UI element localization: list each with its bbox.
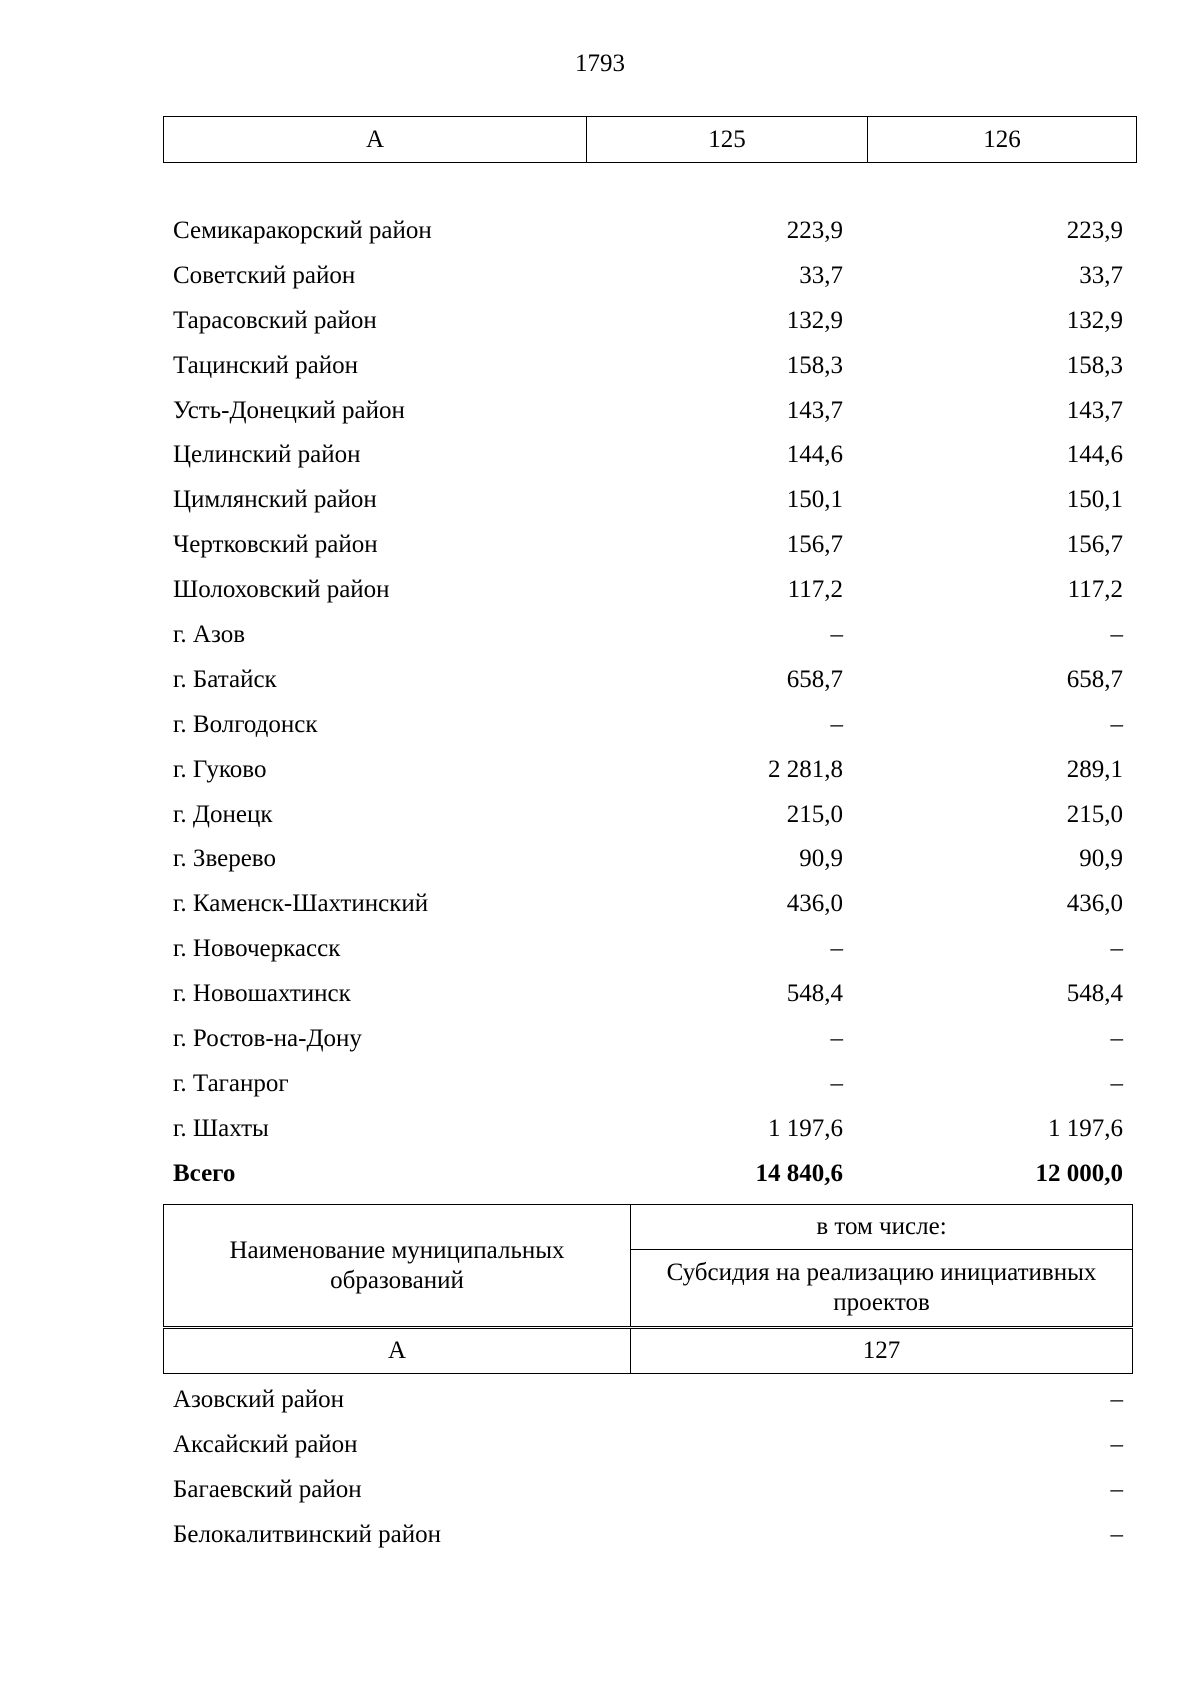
- row-value-127: –: [1110, 1430, 1123, 1458]
- row-value-126: –: [1110, 621, 1123, 649]
- row-value-125: 132,9: [786, 306, 843, 334]
- row-value-125: 144,6: [786, 441, 843, 469]
- row-value-126: 150,1: [1066, 486, 1123, 514]
- header-col-126: 126: [868, 117, 1137, 163]
- row-value-126: 548,4: [1066, 980, 1123, 1008]
- table-row: [173, 1423, 1123, 1468]
- row-name: Усть-Донецкий район: [173, 396, 405, 424]
- row-name: Багаевский район: [173, 1475, 362, 1503]
- row-value-127: –: [1110, 1475, 1123, 1503]
- table-row: [173, 1062, 1123, 1107]
- row-value-126: 156,7: [1066, 531, 1123, 559]
- header-subsidy: Субсидия на реализацию инициативных проектов: [631, 1250, 1133, 1328]
- row-name: Белокалитвинский район: [173, 1520, 441, 1548]
- row-value-126: –: [1110, 710, 1123, 738]
- table-row: [173, 972, 1123, 1017]
- row-value-126: 90,9: [1079, 845, 1123, 873]
- table-row: [173, 748, 1123, 793]
- data-rows-2: [173, 1378, 1123, 1558]
- row-value-126: 144,6: [1066, 441, 1123, 469]
- data-rows: [173, 209, 1123, 1197]
- table-row: [173, 703, 1123, 748]
- total-value-125: 14 840,6: [755, 1159, 843, 1187]
- row-value-126: 658,7: [1066, 665, 1123, 693]
- row-value-125: 223,9: [786, 217, 843, 244]
- table-row: [173, 882, 1123, 927]
- row-name: Чертковский район: [173, 531, 378, 559]
- header-name-col: Наименование муниципальных образований: [164, 1205, 631, 1328]
- row-value-125: –: [830, 621, 843, 649]
- row-name: г. Батайск: [173, 665, 277, 693]
- row-value-125: 215,0: [786, 800, 843, 828]
- top-header-table: [163, 116, 1137, 163]
- table-row: [173, 613, 1123, 658]
- row-value-125: 2 281,8: [768, 755, 843, 783]
- row-value-125: 156,7: [786, 531, 843, 559]
- table-row: [173, 299, 1123, 344]
- table-row: [173, 1378, 1123, 1423]
- row-name: г. Шахты: [173, 1114, 269, 1142]
- row-name: Цимлянский район: [173, 486, 377, 514]
- row-value-125: –: [830, 1025, 843, 1053]
- table-row: [173, 209, 1123, 254]
- row-value-125: 158,3: [786, 351, 843, 379]
- row-value-126: 436,0: [1066, 890, 1123, 918]
- table-row: [173, 568, 1123, 613]
- table-row: [173, 1468, 1123, 1513]
- row-value-125: 117,2: [787, 576, 843, 604]
- row-name: Азовский район: [173, 1386, 345, 1413]
- table-row: [173, 1107, 1123, 1152]
- header2-col-127: 127: [631, 1328, 1133, 1374]
- row-value-125: –: [830, 935, 843, 963]
- table-row: [173, 523, 1123, 568]
- total-value-126: 12 000,0: [1035, 1159, 1123, 1187]
- row-name: г. Каменск-Шахтинский: [173, 890, 429, 918]
- table-row: [173, 389, 1123, 434]
- row-value-126: –: [1110, 935, 1123, 963]
- header-col-a: А: [164, 117, 587, 163]
- row-value-127: –: [1110, 1386, 1123, 1413]
- row-value-125: 150,1: [786, 486, 843, 514]
- row-value-126: 223,9: [1066, 217, 1123, 244]
- row-value-126: 215,0: [1066, 800, 1123, 828]
- row-name: Тацинский район: [173, 351, 358, 379]
- row-value-125: 548,4: [786, 980, 843, 1008]
- table-row: [173, 837, 1123, 882]
- row-value-127: –: [1110, 1520, 1123, 1548]
- row-value-126: 158,3: [1066, 351, 1123, 379]
- header-including: в том числе:: [631, 1205, 1133, 1250]
- row-value-125: 658,7: [786, 665, 843, 693]
- table-row: [173, 1017, 1123, 1062]
- row-value-125: 90,9: [799, 845, 843, 873]
- table-row: [173, 658, 1123, 703]
- table-row: [173, 433, 1123, 478]
- row-name: Аксайский район: [173, 1430, 358, 1458]
- page-number: 1793: [575, 50, 625, 77]
- table-row: [173, 478, 1123, 523]
- row-value-126: 132,9: [1066, 306, 1123, 334]
- table-row: [173, 254, 1123, 299]
- row-name: г. Новочеркасск: [173, 935, 341, 963]
- table-row: [173, 927, 1123, 972]
- row-name: Шолоховский район: [173, 576, 390, 604]
- total-label: Всего: [173, 1159, 236, 1187]
- row-name: г. Донецк: [173, 800, 273, 828]
- row-value-125: 436,0: [786, 890, 843, 918]
- row-name: г. Волгодонск: [173, 710, 318, 738]
- row-value-126: 117,2: [1067, 576, 1123, 604]
- row-name: г. Таганрог: [173, 1069, 289, 1097]
- row-name: Целинский район: [173, 441, 361, 469]
- table-row: [173, 1513, 1123, 1558]
- row-name: г. Ростов-на-Дону: [173, 1025, 362, 1053]
- table-row: [173, 344, 1123, 389]
- row-value-125: –: [830, 1069, 843, 1097]
- header-col-125: 125: [587, 117, 868, 163]
- row-value-126: 289,1: [1066, 755, 1123, 783]
- row-name: г. Зверево: [173, 845, 276, 873]
- row-value-125: 143,7: [786, 396, 843, 424]
- row-value-125: 33,7: [799, 261, 843, 289]
- total-row: [173, 1152, 1123, 1197]
- row-name: г. Азов: [173, 621, 246, 649]
- row-name: Тарасовский район: [173, 306, 377, 334]
- row-value-126: 33,7: [1079, 261, 1123, 289]
- row-name: Семикаракорский район: [173, 217, 432, 244]
- row-value-125: –: [830, 710, 843, 738]
- row-name: Советский район: [173, 261, 356, 289]
- row-value-126: –: [1110, 1025, 1123, 1053]
- row-value-126: –: [1110, 1069, 1123, 1097]
- row-name: г. Новошахтинск: [173, 980, 351, 1008]
- row-value-126: 1 197,6: [1048, 1114, 1123, 1142]
- row-value-126: 143,7: [1066, 396, 1123, 424]
- second-header-table: [163, 1204, 1133, 1374]
- table-row: [173, 793, 1123, 838]
- row-name: г. Гуково: [173, 755, 267, 783]
- header2-col-a: А: [164, 1328, 631, 1374]
- row-value-125: 1 197,6: [768, 1114, 843, 1142]
